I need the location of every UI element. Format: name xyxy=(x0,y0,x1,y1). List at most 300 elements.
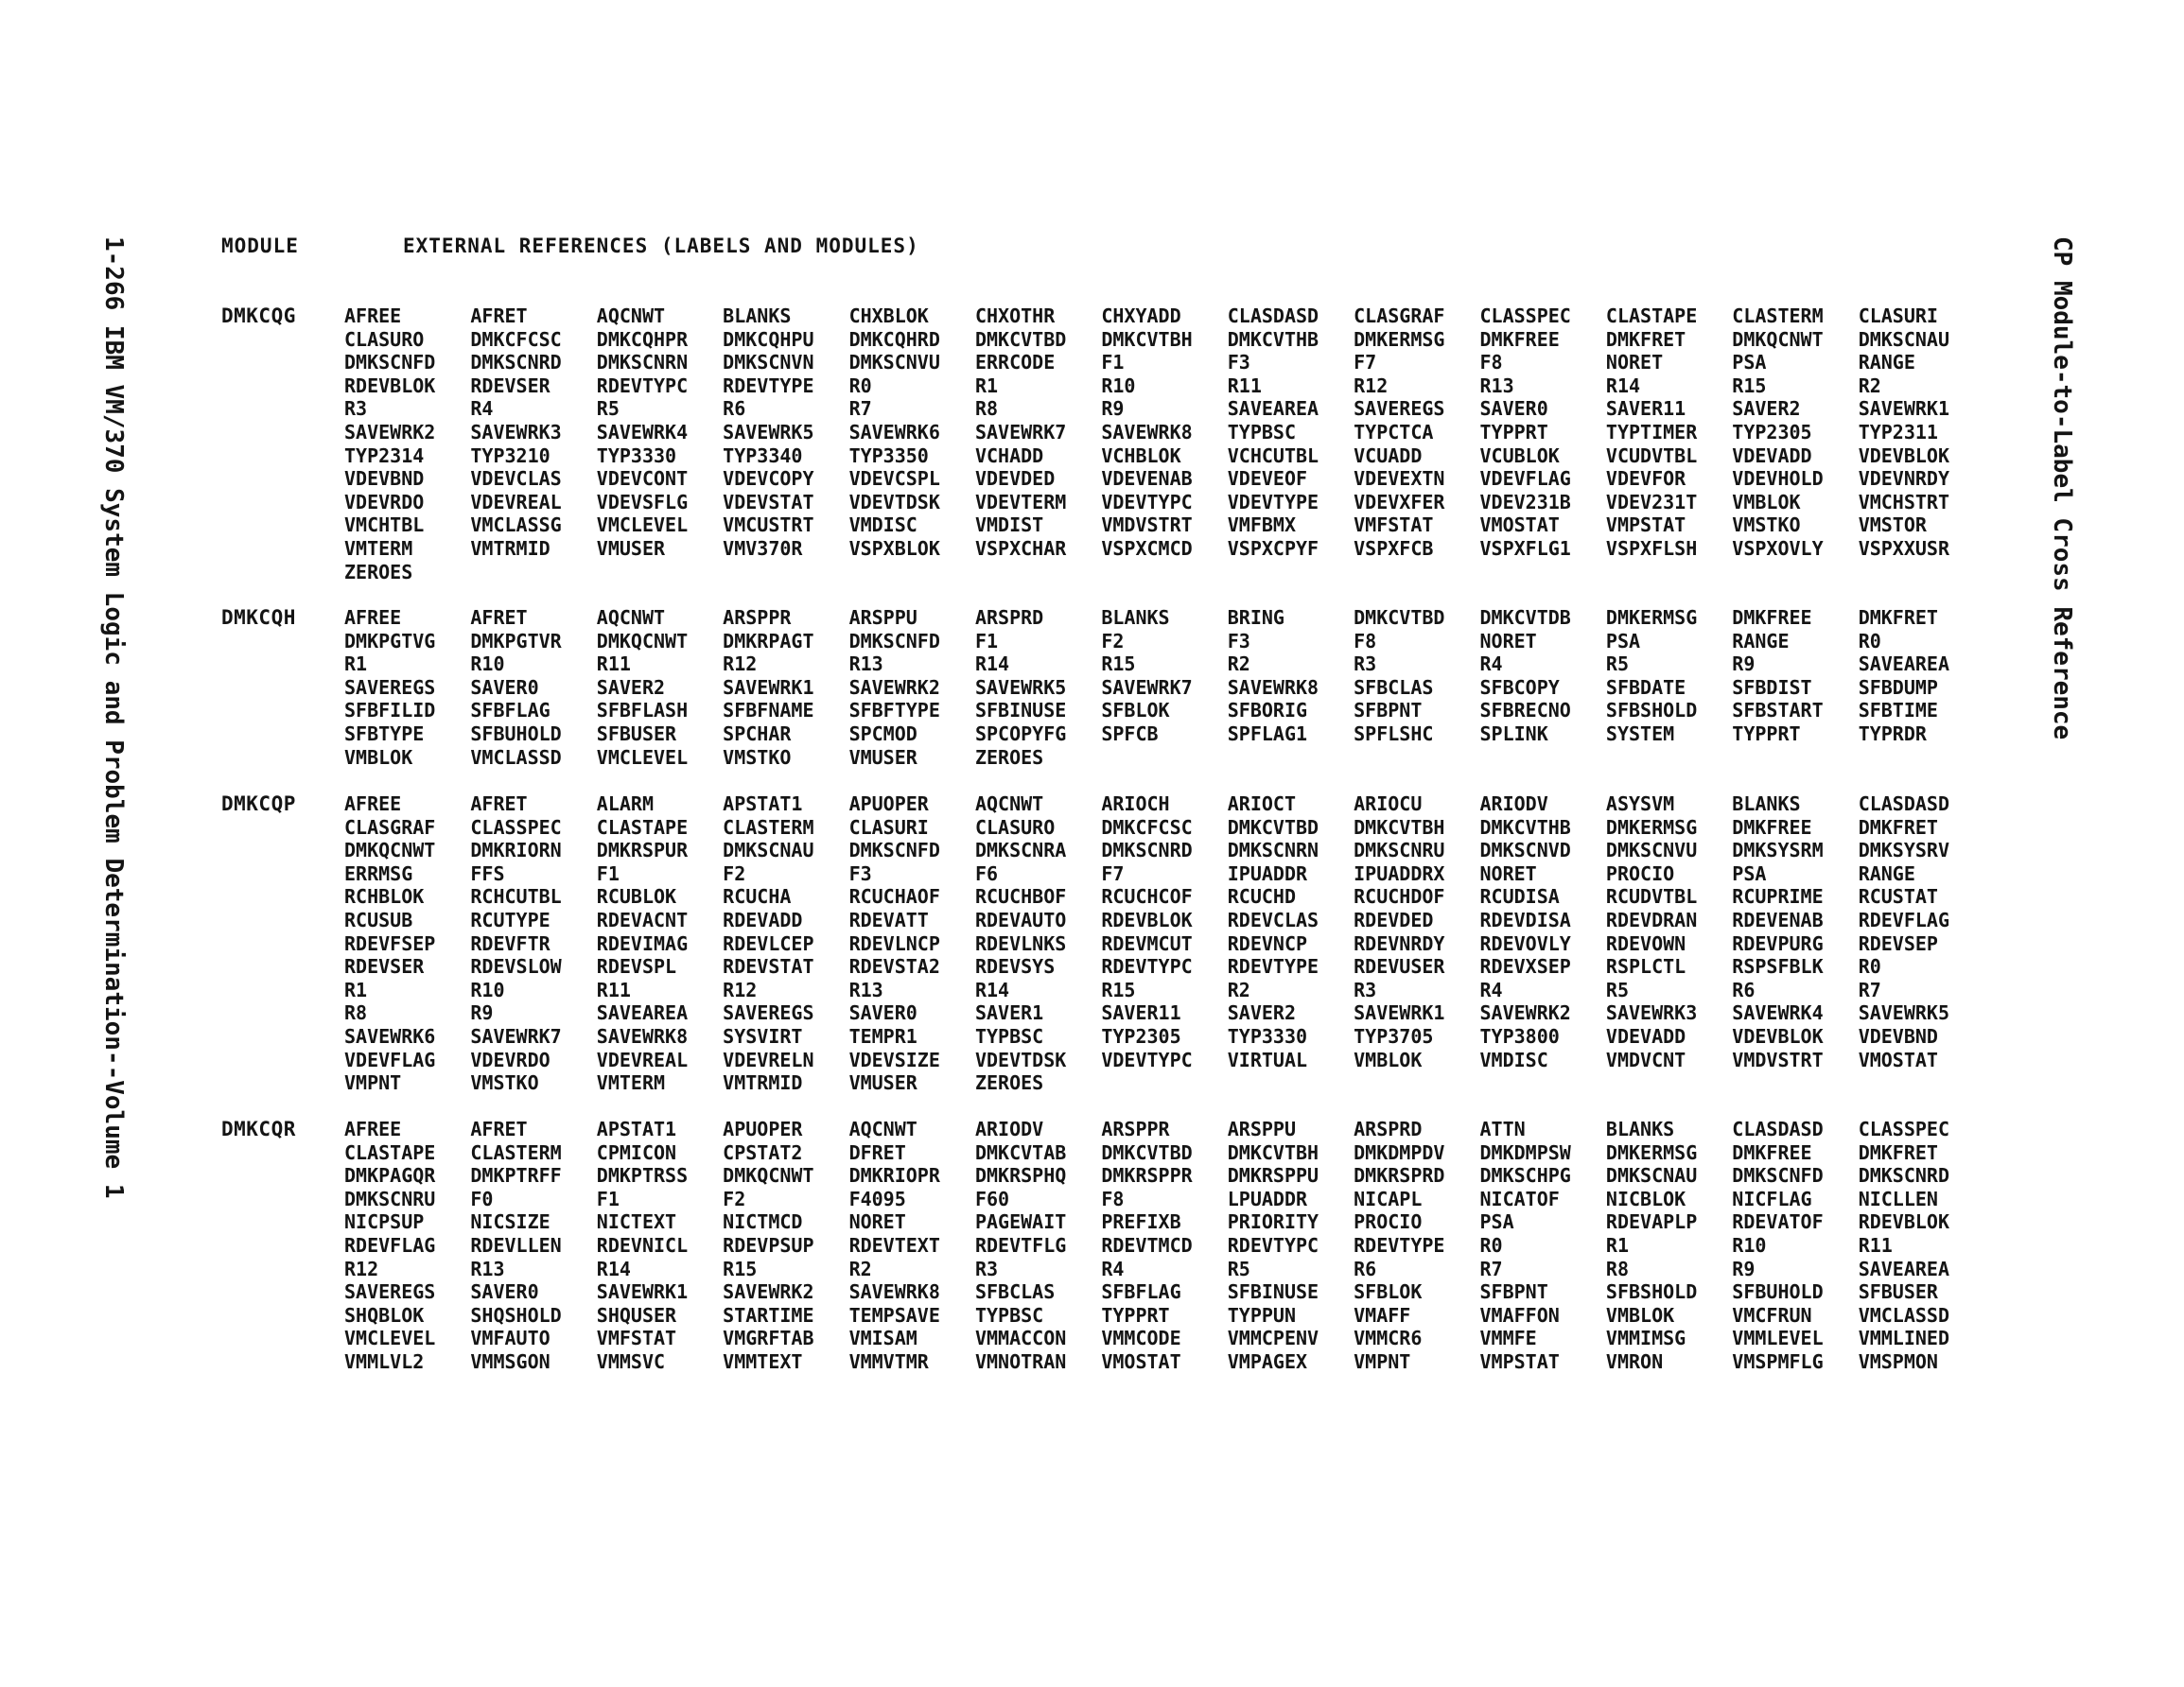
reference-label: NICSIZE xyxy=(470,1210,550,1234)
reference-label: CLASDASD xyxy=(1732,1118,1824,1140)
reference-label: R11 xyxy=(596,652,631,676)
reference-label: DMKFREE xyxy=(1732,815,1812,839)
reference-label: NICFLAG xyxy=(1732,1187,1812,1210)
reference-label: VMCLASSG xyxy=(470,513,562,537)
reference-label: VDEVADD xyxy=(1605,1024,1686,1048)
reference-label: SFBUSER xyxy=(596,722,677,745)
reference-label: VMFSTAT xyxy=(1354,513,1434,537)
reference-label: APSTAT1 xyxy=(596,1118,677,1140)
reference-label: RDEVFLAG xyxy=(344,1233,436,1257)
reference-label: SFBLOK xyxy=(1101,699,1170,722)
reference-label: DMKFRET xyxy=(1605,327,1686,351)
reference-label: CLASTERM xyxy=(470,1140,562,1164)
reference-label: NORET xyxy=(1605,351,1664,374)
reference-label: APUOPER xyxy=(723,1118,803,1140)
reference-label: DMKCVTBD xyxy=(974,327,1067,351)
reference-label: ATTN xyxy=(1479,1118,1526,1140)
reference-label: RDEVDED xyxy=(1354,908,1434,931)
reference-label: VMSTKO xyxy=(723,745,792,769)
reference-label: TYP2305 xyxy=(1101,1024,1181,1048)
reference-label: RCUCHA xyxy=(723,885,792,909)
reference-label: NORET xyxy=(1479,861,1537,885)
reference-label: CLASURO xyxy=(974,815,1056,839)
reference-label: SAVEWRK8 xyxy=(596,1024,689,1048)
reference-label: VDEVRDO xyxy=(344,490,425,513)
reference-label: R13 xyxy=(470,1257,505,1280)
reference-label: VSPXCHAR xyxy=(974,536,1067,560)
reference-label: RCUCHCOF xyxy=(1101,885,1193,909)
reference-label: VMCUSTRT xyxy=(723,513,814,537)
reference-label: SFBDUMP xyxy=(1858,675,1938,699)
reference-label: VMDVCNT xyxy=(1605,1048,1686,1071)
reference-label: DMKFREE xyxy=(1732,1140,1812,1164)
reference-label: SAVEAREA xyxy=(1858,1257,1950,1280)
reference-label: SFBUHOLD xyxy=(1732,1280,1824,1304)
reference-label: R10 xyxy=(470,652,505,676)
reference-label: DMKCVTBD xyxy=(1227,815,1319,839)
reference-label: SYSTEM xyxy=(1605,722,1675,745)
reference-label: TYP2305 xyxy=(1732,420,1812,443)
reference-grid xyxy=(344,304,1984,583)
reference-label: DMKFREE xyxy=(1732,606,1812,629)
reference-label: R6 xyxy=(723,397,746,421)
reference-label: TEMPSAVE xyxy=(848,1303,940,1327)
reference-label: SAVEWRK7 xyxy=(470,1024,562,1048)
reference-label: RSPSFBLK xyxy=(1732,955,1824,979)
reference-label: RSPLCTL xyxy=(1605,955,1686,979)
reference-label: RDEVNICL xyxy=(596,1233,689,1257)
reference-label: R10 xyxy=(1101,374,1136,397)
reference-label: VMOSTAT xyxy=(1479,513,1560,537)
module-name: DMKCQP xyxy=(221,792,296,815)
reference-label: VDEVCOPY xyxy=(723,467,814,491)
reference-label: VCUBLOK xyxy=(1479,443,1560,467)
reference-label: VCHBLOK xyxy=(1101,443,1181,467)
reference-label: DMKPTRFF xyxy=(470,1164,562,1188)
reference-label: CLASTAPE xyxy=(596,815,689,839)
reference-label: ARSPPR xyxy=(723,606,792,629)
reference-label: RCUBLOK xyxy=(596,885,677,909)
reference-label: SAVEREGS xyxy=(1354,397,1445,421)
reference-label: RDEVNRDY xyxy=(1354,931,1445,955)
reference-label: SAVEWRK1 xyxy=(1354,1001,1445,1025)
reference-label: SAVEWRK6 xyxy=(344,1024,436,1048)
reference-label: SAVER11 xyxy=(1101,1001,1181,1025)
reference-label: DMKFRET xyxy=(1858,815,1938,839)
reference-label: SAVER0 xyxy=(470,1280,539,1304)
reference-label: DMKSCNFD xyxy=(1732,1164,1824,1188)
reference-label: RDEVTFLG xyxy=(974,1233,1067,1257)
reference-label: SAVEWRK4 xyxy=(1732,1001,1824,1025)
reference-label: PSA xyxy=(1732,351,1767,374)
reference-label: VMCLEVEL xyxy=(344,1327,436,1350)
reference-label: SFBDIST xyxy=(1732,675,1812,699)
reference-label: SFBSHOLD xyxy=(1605,1280,1698,1304)
reference-label: VSPXFLSH xyxy=(1605,536,1698,560)
reference-label: DMKSCNFD xyxy=(344,351,436,374)
reference-label: RCUDISA xyxy=(1479,885,1560,909)
reference-label: SAVEREGS xyxy=(344,675,436,699)
reference-label: VMFAUTO xyxy=(470,1327,550,1350)
reference-label: VDEV231B xyxy=(1479,490,1571,513)
reference-label: VMMVTMR xyxy=(848,1349,929,1373)
reference-label: ERRMSG xyxy=(344,861,413,885)
reference-label: ARSPPR xyxy=(1101,1118,1170,1140)
reference-label: PSA xyxy=(1605,629,1641,652)
reference-label: AQCNWT xyxy=(596,304,666,327)
reference-label: DMKSCNFD xyxy=(848,629,940,652)
reference-label: BLANKS xyxy=(1101,606,1170,629)
reference-label: RCUCHD xyxy=(1227,885,1296,909)
reference-label: SPFLAG1 xyxy=(1227,722,1308,745)
reference-label: RDEVDISA xyxy=(1479,908,1571,931)
reference-label: VMMFE xyxy=(1479,1327,1537,1350)
reference-label: VMSPMFLG xyxy=(1732,1349,1824,1373)
reference-label: AFRET xyxy=(470,792,528,815)
reference-label: VSPXXUSR xyxy=(1858,536,1950,560)
reference-label: CLASDASD xyxy=(1858,792,1950,815)
reference-label: RDEVLLEN xyxy=(470,1233,562,1257)
reference-label: PROCIO xyxy=(1354,1210,1423,1234)
reference-label: TYPTIMER xyxy=(1605,420,1698,443)
reference-label: ARIODV xyxy=(974,1118,1044,1140)
reference-label: SFBCOPY xyxy=(1479,675,1560,699)
reference-label: DMKSCNRN xyxy=(1227,839,1319,862)
reference-label: SFBPNT xyxy=(1354,699,1423,722)
reference-label: DMKQCNWT xyxy=(1732,327,1824,351)
reference-label: RCUDVTBL xyxy=(1605,885,1698,909)
reference-label: R15 xyxy=(1101,652,1136,676)
reference-label: VDEVSIZE xyxy=(848,1048,940,1071)
reference-label: VMMIMSG xyxy=(1605,1327,1686,1350)
reference-label: R4 xyxy=(1479,978,1503,1001)
reference-label: TYP2314 xyxy=(344,443,425,467)
reference-label: CHXYADD xyxy=(1101,304,1181,327)
reference-label: R14 xyxy=(974,978,1010,1001)
reference-label: R8 xyxy=(344,1001,368,1025)
reference-label: R0 xyxy=(1479,1233,1503,1257)
reference-label: SAVEWRK8 xyxy=(848,1280,940,1304)
reference-label: DMKSYSRV xyxy=(1858,839,1950,862)
reference-label: CLASURO xyxy=(344,327,425,351)
reference-label: VMBLOK xyxy=(1732,490,1801,513)
reference-label: VMUSER xyxy=(848,1071,917,1095)
reference-label: VDEVBND xyxy=(344,467,425,491)
reference-label: SAVEWRK2 xyxy=(723,1280,814,1304)
reference-label: SPCOPYFG xyxy=(974,722,1067,745)
reference-label: ERRCODE xyxy=(974,351,1056,374)
reference-label: SAVEWRK1 xyxy=(596,1280,689,1304)
reference-label: R9 xyxy=(1732,652,1756,676)
reference-label: R15 xyxy=(723,1257,758,1280)
reference-label: BLANKS xyxy=(1605,1118,1675,1140)
section-title: CP Module-to-Label Cross Reference xyxy=(2048,236,2076,740)
reference-label: F2 xyxy=(723,1187,746,1210)
reference-label: F4095 xyxy=(848,1187,906,1210)
reference-label: TEMPR1 xyxy=(848,1024,917,1048)
reference-label: STARTIME xyxy=(723,1303,814,1327)
reference-label: VMSTOR xyxy=(1858,513,1927,537)
reference-label: F6 xyxy=(974,861,999,885)
reference-label: VDEVEOF xyxy=(1227,467,1308,491)
reference-label: SAVEWRK5 xyxy=(974,675,1067,699)
reference-label: RDEVIMAG xyxy=(596,931,689,955)
reference-label: R3 xyxy=(344,397,368,421)
reference-label: R2 xyxy=(1227,652,1250,676)
reference-label: SAVEWRK3 xyxy=(1605,1001,1698,1025)
reference-label: DMKSCNRN xyxy=(596,351,689,374)
reference-label: R11 xyxy=(596,978,631,1001)
reference-label: R3 xyxy=(1354,978,1377,1001)
reference-label: RDEVTMCD xyxy=(1101,1233,1193,1257)
reference-label: DMKQCNWT xyxy=(723,1164,814,1188)
reference-label: DMKSCNRD xyxy=(1101,839,1193,862)
reference-label: RDEVLCEP xyxy=(723,931,814,955)
reference-label: RDEVNCP xyxy=(1227,931,1308,955)
reference-label: VDEVBND xyxy=(1858,1024,1938,1048)
reference-label: AFREE xyxy=(344,792,402,815)
reference-label: CLASTERM xyxy=(723,815,814,839)
reference-label: SFBRECNO xyxy=(1479,699,1571,722)
reference-label: R14 xyxy=(974,652,1010,676)
reference-label: DMKERMSG xyxy=(1354,327,1445,351)
reference-label: PSA xyxy=(1479,1210,1514,1234)
reference-label: VSPXBLOK xyxy=(848,536,940,560)
reference-label: VCHCUTBL xyxy=(1227,443,1319,467)
reference-label: VSPXFCB xyxy=(1354,536,1434,560)
reference-label: ASYSVM xyxy=(1605,792,1675,815)
reference-label: TYPPUN xyxy=(1227,1303,1296,1327)
reference-label: VMDVSTRT xyxy=(1732,1048,1824,1071)
reference-label: RCUTYPE xyxy=(470,908,550,931)
reference-label: SFBDATE xyxy=(1605,675,1686,699)
reference-label: DMKPGTVR xyxy=(470,629,562,652)
reference-label: VDEVTYPC xyxy=(1101,490,1193,513)
reference-label: VMPNT xyxy=(344,1071,402,1095)
reference-label: RDEVFSEP xyxy=(344,931,436,955)
reference-label: DMKSCNRD xyxy=(1858,1164,1950,1188)
reference-label: CPSTAT2 xyxy=(723,1140,803,1164)
reference-label: SAVEWRK4 xyxy=(596,420,689,443)
reference-label: VMMTEXT xyxy=(723,1349,803,1373)
reference-label: TYPCTCA xyxy=(1354,420,1434,443)
reference-label: RDEVTYPC xyxy=(596,374,689,397)
reference-label: AFRET xyxy=(470,606,528,629)
reference-label: PAGEWAIT xyxy=(974,1210,1067,1234)
reference-label: F60 xyxy=(974,1187,1010,1210)
reference-label: VSPXCMCD xyxy=(1101,536,1193,560)
reference-label: DMKSCNRD xyxy=(470,351,562,374)
reference-label: RDEVCLAS xyxy=(1227,908,1319,931)
reference-label: ARIOCT xyxy=(1227,792,1296,815)
reference-label: R10 xyxy=(1732,1233,1767,1257)
module-name: DMKCQR xyxy=(221,1118,296,1140)
reference-label: SHQSHOLD xyxy=(470,1303,562,1327)
reference-label: SFBFLAG xyxy=(470,699,550,722)
reference-label: SFBUSER xyxy=(1858,1280,1938,1304)
reference-label: VDEVDED xyxy=(974,467,1056,491)
reference-label: RDEVPSUP xyxy=(723,1233,814,1257)
reference-label: VMCHSTRT xyxy=(1858,490,1950,513)
reference-label: SAVEWRK2 xyxy=(848,675,940,699)
module-name: DMKCQG xyxy=(221,304,296,327)
reference-label: VMFSTAT xyxy=(596,1327,677,1350)
reference-label: CLASTAPE xyxy=(344,1140,436,1164)
reference-label: DMKRSPUR xyxy=(596,839,689,862)
reference-label: TYPRDR xyxy=(1858,722,1927,745)
reference-label: VSPXOVLY xyxy=(1732,536,1824,560)
reference-label: VSPXCPYF xyxy=(1227,536,1319,560)
reference-label: R5 xyxy=(1605,652,1629,676)
reference-label: RDEVFLAG xyxy=(1858,908,1950,931)
reference-label: TYPPRT xyxy=(1479,420,1548,443)
reference-label: NICLLEN xyxy=(1858,1187,1938,1210)
reference-label: TYP3800 xyxy=(1479,1024,1560,1048)
reference-label: DMKRIOPR xyxy=(848,1164,940,1188)
reference-label: AQCNWT xyxy=(596,606,666,629)
reference-label: RDEVTYPC xyxy=(1227,1233,1319,1257)
reference-label: DMKSCHPG xyxy=(1479,1164,1571,1188)
reference-label: DMKSYSRM xyxy=(1732,839,1824,862)
reference-label: VMPAGEX xyxy=(1227,1349,1308,1373)
reference-label: RANGE xyxy=(1858,861,1915,885)
reference-label: VMTRMID xyxy=(723,1071,803,1095)
reference-label: SAVEWRK2 xyxy=(344,420,436,443)
reference-label: VMCLEVEL xyxy=(596,745,689,769)
reference-label: RDEVSTAT xyxy=(723,955,814,979)
reference-label: DMKDMPSW xyxy=(1479,1140,1571,1164)
reference-label: R15 xyxy=(1732,374,1767,397)
reference-label: DMKERMSG xyxy=(1605,606,1698,629)
reference-label: VDEVFLAG xyxy=(1479,467,1571,491)
reference-label: VDEVTYPC xyxy=(1101,1048,1193,1071)
reference-label: ARSPPU xyxy=(848,606,917,629)
reference-label: VMFBMX xyxy=(1227,513,1296,537)
reference-label: RDEVACNT xyxy=(596,908,689,931)
reference-label: RDEVTYPE xyxy=(723,374,814,397)
reference-label: RCUPRIME xyxy=(1732,885,1824,909)
reference-label: F1 xyxy=(596,1187,620,1210)
reference-label: ARIOCH xyxy=(1101,792,1170,815)
reference-label: NICAPL xyxy=(1354,1187,1423,1210)
reference-label: F8 xyxy=(1354,629,1377,652)
reference-label: R1 xyxy=(344,978,368,1001)
reference-label: RDEVENAB xyxy=(1732,908,1824,931)
reference-label: R12 xyxy=(1354,374,1389,397)
reference-label: RCUCHAOF xyxy=(848,885,940,909)
reference-label: SFBTIME xyxy=(1858,699,1938,722)
reference-label: PSA xyxy=(1732,861,1767,885)
reference-label: CHXBLOK xyxy=(848,304,929,327)
reference-label: SFBFNAME xyxy=(723,699,814,722)
reference-label: VDEVENAB xyxy=(1101,467,1193,491)
reference-label: F1 xyxy=(1101,351,1125,374)
reference-label: TYP2311 xyxy=(1858,420,1938,443)
reference-label: ARSPRD xyxy=(974,606,1044,629)
reference-label: VDEVCLAS xyxy=(470,467,562,491)
reference-label: VMOSTAT xyxy=(1101,1349,1181,1373)
reference-label: NICATOF xyxy=(1479,1187,1560,1210)
reference-label: SAVER2 xyxy=(596,675,666,699)
reference-label: DMKPTRSS xyxy=(596,1164,689,1188)
reference-label: F1 xyxy=(974,629,999,652)
reference-label: VDEVRELN xyxy=(723,1048,814,1071)
reference-label: ARSPRD xyxy=(1354,1118,1423,1140)
reference-label: DMKCQHPU xyxy=(723,327,814,351)
reference-label: DMKCVTBH xyxy=(1227,1140,1319,1164)
reference-label: VMBLOK xyxy=(1605,1303,1675,1327)
reference-label: VMDISC xyxy=(1479,1048,1548,1071)
reference-label: NICTMCD xyxy=(723,1210,803,1234)
reference-label: DMKFREE xyxy=(1479,327,1560,351)
reference-label: VMMSVC xyxy=(596,1349,666,1373)
reference-label: VCUADD xyxy=(1354,443,1423,467)
reference-label: RDEVBLOK xyxy=(1858,1210,1950,1234)
reference-label: AQCNWT xyxy=(848,1118,917,1140)
reference-label: IPUADDR xyxy=(1227,861,1308,885)
reference-label: SPCHAR xyxy=(723,722,792,745)
reference-label: TYP3340 xyxy=(723,443,803,467)
reference-label: R3 xyxy=(1354,652,1377,676)
reference-label: CHXOTHR xyxy=(974,304,1056,327)
reference-label: DMKCVTBD xyxy=(1354,606,1445,629)
reference-label: R5 xyxy=(596,397,620,421)
reference-label: VMDVSTRT xyxy=(1101,513,1193,537)
reference-label: SFBFILID xyxy=(344,699,436,722)
reference-label: R9 xyxy=(1732,1257,1756,1280)
reference-label: R2 xyxy=(1858,374,1881,397)
reference-label: NORET xyxy=(1479,629,1537,652)
reference-label: DMKCVTHB xyxy=(1479,815,1571,839)
reference-label: SFBINUSE xyxy=(974,699,1067,722)
reference-label: SAVEREGS xyxy=(344,1280,436,1304)
reference-label: R8 xyxy=(974,397,999,421)
reference-label: R12 xyxy=(723,978,758,1001)
reference-label: R2 xyxy=(848,1257,872,1280)
reference-grid xyxy=(344,1118,1984,1374)
reference-label: SAVER2 xyxy=(1227,1001,1296,1025)
reference-label: ZEROES xyxy=(344,560,413,583)
reference-label: CLASGRAF xyxy=(1354,304,1445,327)
reference-label: F7 xyxy=(1101,861,1125,885)
reference-label: VMTRMID xyxy=(470,536,550,560)
reference-label: R11 xyxy=(1858,1233,1893,1257)
reference-label: VDEVRDO xyxy=(470,1048,550,1071)
reference-label: VDEVSTAT xyxy=(723,490,814,513)
reference-label: VMMLVL2 xyxy=(344,1349,425,1373)
reference-label: RDEVSER xyxy=(344,955,425,979)
page-number-and-book-title: 1-266 IBM VM/370 System Logic and Problem Determination--Volume 1 xyxy=(99,236,128,1199)
reference-label: R0 xyxy=(848,374,872,397)
reference-label: ARIODV xyxy=(1479,792,1548,815)
reference-label: SFBCLAS xyxy=(974,1280,1056,1304)
reference-label: F7 xyxy=(1354,351,1377,374)
reference-label: RDEVDRAN xyxy=(1605,908,1698,931)
reference-label: RDEVTYPE xyxy=(1354,1233,1445,1257)
reference-label: DMKRSPHQ xyxy=(974,1164,1067,1188)
reference-label: RDEVXSEP xyxy=(1479,955,1571,979)
reference-label: RDEVADD xyxy=(723,908,803,931)
reference-label: DMKQCNWT xyxy=(596,629,689,652)
reference-label: VMRON xyxy=(1605,1349,1664,1373)
reference-label: R3 xyxy=(974,1257,999,1280)
reference-label: R9 xyxy=(470,1001,494,1025)
reference-label: VMPSTAT xyxy=(1479,1349,1560,1373)
reference-label: SPFCB xyxy=(1101,722,1159,745)
reference-label: RCUCHDOF xyxy=(1354,885,1445,909)
reference-label: TYPBSC xyxy=(1227,420,1296,443)
reference-label: TYP3350 xyxy=(848,443,929,467)
